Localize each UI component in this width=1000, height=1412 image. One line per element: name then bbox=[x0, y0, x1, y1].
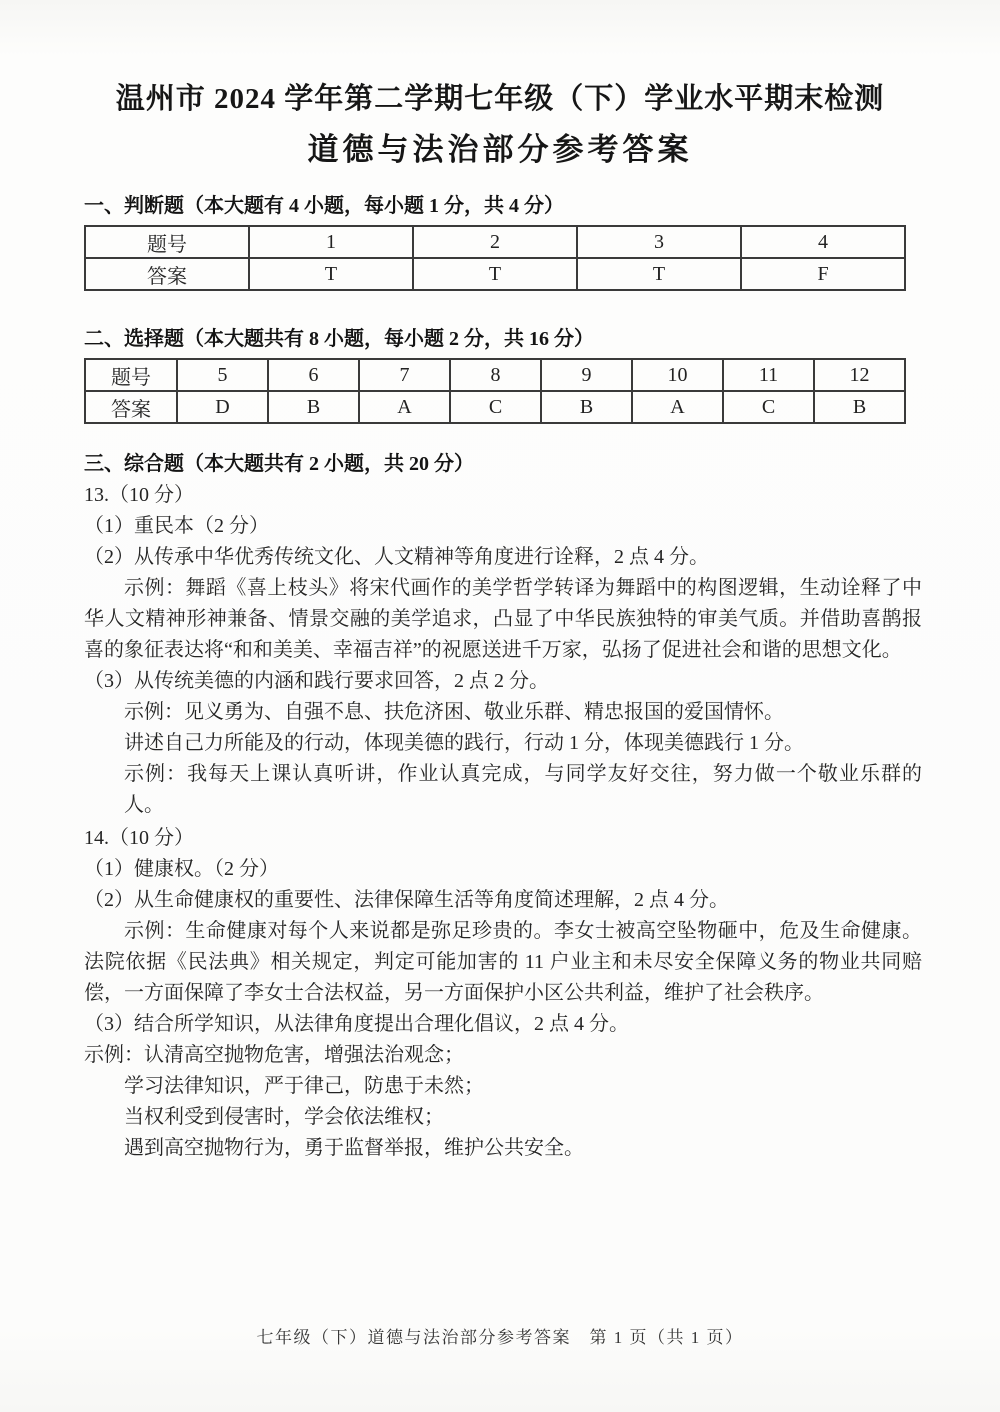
q14-part3: （3）结合所学知识，从法律角度提出合理化倡议，2 点 4 分。 bbox=[84, 1013, 629, 1035]
q14-suggestion-line: 遇到高空抛物行为，勇于监督举报，维护公共安全。 bbox=[124, 1137, 584, 1159]
question-14-number: 14.（10 分） bbox=[84, 827, 194, 849]
table-row-answers bbox=[85, 391, 905, 423]
question-13-number: 13.（10 分） bbox=[84, 484, 194, 506]
comprehensive-section-heading: 三、综合题（本大题共有 2 小题，共 20 分） bbox=[84, 453, 474, 475]
question-number-cell: 3 bbox=[577, 226, 741, 258]
choice-answer-table bbox=[84, 358, 906, 424]
q13-part2-example: 示例：舞蹈《喜上枝头》将宋代画作的美学哲学转译为舞蹈中的构图逻辑，生动诠释了中华人文精神形神兼备、情景交融的美学追求，凸显了中华民族独特的审美气质。并借助喜鹊报喜的象征表达将“和和美美、幸福吉祥”的祝愿送进千万家，弘扬了促进社会和谐的思想文化。 bbox=[84, 577, 922, 661]
answer-cell: D bbox=[177, 391, 268, 423]
answer-cell: B bbox=[814, 391, 905, 423]
q13-part2: （2）从传承中华优秀传统文化、人文精神等角度进行诠释，2 点 4 分。 bbox=[84, 546, 709, 568]
table-row-question-numbers bbox=[85, 226, 905, 258]
answer-cell: B bbox=[541, 391, 632, 423]
question-number-cell: 1 bbox=[249, 226, 413, 258]
question-number-cell: 11 bbox=[723, 359, 814, 391]
row-header-number: 题号 bbox=[85, 359, 177, 391]
answer-cell: T bbox=[577, 258, 741, 290]
q14-part1: （1）健康权。（2 分） bbox=[84, 858, 279, 880]
question-number-cell: 7 bbox=[359, 359, 450, 391]
q13-part3: （3）从传统美德的内涵和践行要求回答，2 点 2 分。 bbox=[84, 670, 549, 692]
judgement-section-heading: 一、判断题（本大题有 4 小题，每小题 1 分，共 4 分） bbox=[84, 195, 564, 217]
q14-suggestion-line: 当权利受到侵害时，学会依法维权； bbox=[124, 1106, 444, 1128]
answer-cell: A bbox=[359, 391, 450, 423]
question-number-cell: 2 bbox=[413, 226, 577, 258]
page-subtitle: 道德与法治部分参考答案 bbox=[307, 132, 693, 167]
question-number-cell: 4 bbox=[741, 226, 905, 258]
row-header-answer: 答案 bbox=[85, 258, 249, 290]
q14-part2: （2）从生命健康权的重要性、法律保障生活等角度简述理解，2 点 4 分。 bbox=[84, 889, 729, 911]
question-13-block bbox=[84, 480, 922, 821]
question-number-cell: 10 bbox=[632, 359, 723, 391]
question-number-cell: 5 bbox=[177, 359, 268, 391]
answer-cell: T bbox=[413, 258, 577, 290]
answer-cell: B bbox=[268, 391, 359, 423]
answer-cell: A bbox=[632, 391, 723, 423]
q13-part3-note: 讲述自己力所能及的行动，体现美德的践行，行动 1 分，体现美德践行 1 分。 bbox=[124, 732, 804, 754]
question-number-cell: 12 bbox=[814, 359, 905, 391]
question-14-block bbox=[84, 823, 922, 1164]
question-number-cell: 9 bbox=[541, 359, 632, 391]
q13-part3-example: 示例：见义勇为、自强不息、扶危济困、敬业乐群、精忠报国的爱国情怀。 bbox=[124, 701, 784, 723]
answer-cell: F bbox=[741, 258, 905, 290]
q13-part1: （1）重民本（2 分） bbox=[84, 515, 269, 537]
judgement-answer-table bbox=[84, 225, 906, 291]
answer-cell: C bbox=[450, 391, 541, 423]
document-body bbox=[84, 192, 922, 1164]
table-row-answers bbox=[85, 258, 905, 290]
q14-part3-example-lead: 示例：认清高空抛物危害，增强法治观念； bbox=[84, 1044, 464, 1066]
table-row-question-numbers bbox=[85, 359, 905, 391]
q14-suggestion-line: 学习法律知识，严于律己，防患于未然； bbox=[124, 1075, 484, 1097]
page-title: 温州市 2024 学年第二学期七年级（下）学业水平期末检测 bbox=[115, 83, 885, 115]
q14-part2-example: 示例：生命健康对每个人来说都是弥足珍贵的。李女士被高空坠物砸中，危及生命健康。法院依据《民法典》相关规定，判定可能加害的 11 户业主和未尽安全保障义务的物业共同赔偿，一方面保障了李女士合法权益，另一方面保护小区公共利益，维护了社会秩序。 bbox=[84, 920, 922, 1004]
row-header-answer: 答案 bbox=[85, 391, 177, 423]
q13-part3-example2: 示例：我每天上课认真听讲，作业认真完成，与同学友好交往，努力做一个敬业乐群的人。 bbox=[124, 763, 922, 816]
page-footer: 七年级（下）道德与法治部分参考答案 第 1 页（共 1 页） bbox=[256, 1328, 744, 1347]
answer-cell: C bbox=[723, 391, 814, 423]
row-header-number: 题号 bbox=[85, 226, 249, 258]
answer-cell: T bbox=[249, 258, 413, 290]
question-number-cell: 6 bbox=[268, 359, 359, 391]
question-number-cell: 8 bbox=[450, 359, 541, 391]
choice-section-heading: 二、选择题（本大题共有 8 小题，每小题 2 分，共 16 分） bbox=[84, 328, 594, 350]
